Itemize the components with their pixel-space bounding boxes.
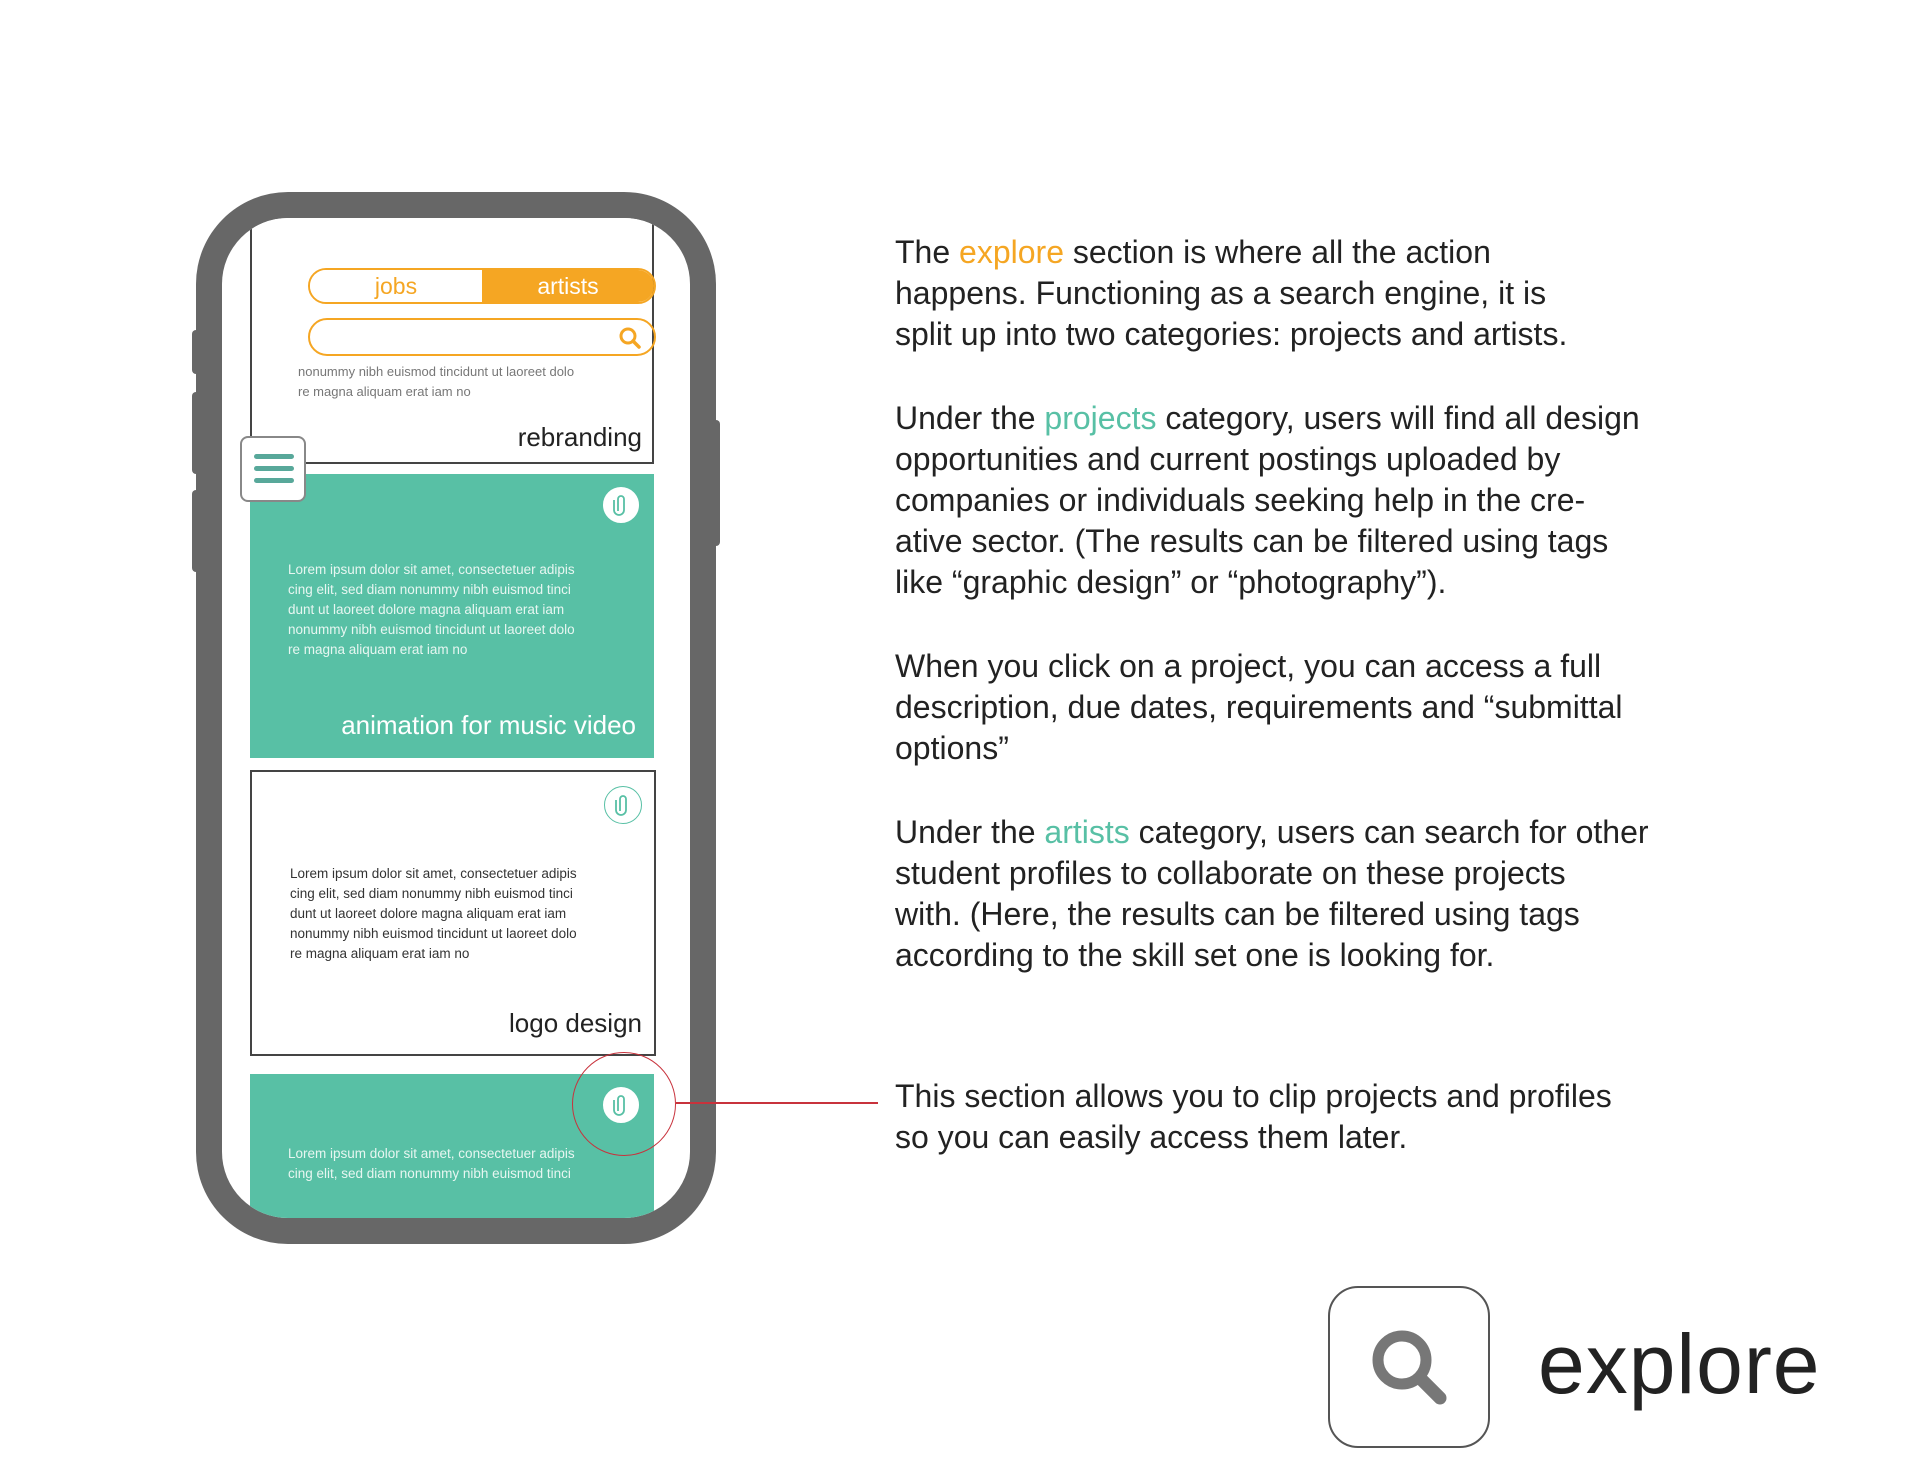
tab-artists[interactable]: artists <box>482 270 654 302</box>
description-paragraph-2 <box>895 398 1640 603</box>
card-text-line: re magna aliquam erat iam no <box>288 642 468 657</box>
card-title: logo design <box>509 1008 642 1038</box>
explore-app-icon <box>1328 1286 1490 1448</box>
paperclip-icon <box>611 493 631 517</box>
tab-jobs[interactable]: jobs <box>310 270 482 302</box>
clip-button[interactable] <box>604 786 642 824</box>
phone-side-button <box>192 490 200 572</box>
text: options” <box>895 730 1009 766</box>
text: like “graphic design” or “photography”). <box>895 564 1447 600</box>
hamburger-menu-icon <box>254 454 294 459</box>
text: ative sector. (The results can be filtered using tags <box>895 523 1609 559</box>
text: section is where all the action <box>1063 234 1491 270</box>
project-card-animation[interactable] <box>250 474 654 758</box>
paperclip-icon <box>613 793 633 817</box>
projects-highlight: projects <box>1044 400 1157 436</box>
text: This section allows you to clip projects and profiles <box>895 1078 1612 1114</box>
card-text-line: nonummy nibh euismod tincidunt ut laoreet dolo <box>290 926 577 941</box>
card-text-line: cing elit, sed diam nonummy nibh euismod tinci <box>288 582 571 597</box>
clip-highlight-circle <box>572 1052 676 1156</box>
card-text-line: Lorem ipsum dolor sit amet, consectetuer adipis <box>290 866 577 881</box>
text: When you click on a project, you can access a full <box>895 648 1602 684</box>
text: happens. Functioning as a search engine, it is <box>895 275 1547 311</box>
description-paragraph-1 <box>895 232 1567 355</box>
card-text-line: Lorem ipsum dolor sit amet, consectetuer adipis <box>288 562 575 577</box>
phone-side-button <box>712 420 720 546</box>
hamburger-menu-icon <box>254 478 294 483</box>
search-input[interactable] <box>308 318 656 356</box>
description-paragraph-5 <box>895 1076 1612 1158</box>
menu-button[interactable] <box>240 436 306 502</box>
card-title: rebranding <box>517 422 642 452</box>
text: opportunities and current postings uploaded by <box>895 441 1561 477</box>
text: with. (Here, the results can be filtered using tags <box>895 896 1580 932</box>
hamburger-menu-icon <box>254 466 294 471</box>
card-text-line: re magna aliquam erat iam no <box>290 946 470 961</box>
text: category, users can search for other <box>1129 814 1649 850</box>
search-icon <box>1368 1326 1454 1412</box>
card-text-line: dunt ut laoreet dolore magna aliquam erat iam <box>290 906 567 921</box>
text: category, users will find all design <box>1156 400 1640 436</box>
phone-side-button <box>192 392 200 474</box>
text: so you can easily access them later. <box>895 1119 1408 1155</box>
search-icon[interactable] <box>618 326 642 350</box>
card-text-line: dunt ut laoreet dolore magna aliquam erat iam <box>288 602 565 617</box>
category-toggle <box>308 268 656 304</box>
search-hint-line-2: re magna aliquam erat iam no <box>298 384 471 399</box>
text: student profiles to collaborate on these projects <box>895 855 1566 891</box>
card-text-line: nonummy nibh euismod tincidunt ut laoreet dolo <box>288 622 575 637</box>
clip-button[interactable] <box>602 486 640 524</box>
search-hint-line-1: nonummy nibh euismod tincidunt ut laoreet dolo <box>298 364 575 379</box>
project-card-rebranding[interactable] <box>250 218 654 464</box>
text: Under the <box>895 814 1045 850</box>
description-paragraph-3 <box>895 646 1623 769</box>
phone-side-button <box>192 330 200 374</box>
explore-highlight: explore <box>959 234 1064 270</box>
description-paragraph-4 <box>895 812 1649 976</box>
section-label: explore <box>1538 1317 1821 1411</box>
text: split up into two categories: projects and artists. <box>895 316 1568 352</box>
card-text-line: cing elit, sed diam nonummy nibh euismod tinci <box>290 886 573 901</box>
card-text-line: Lorem ipsum dolor sit amet, consectetuer adipis <box>288 1146 575 1161</box>
text: companies or individuals seeking help in the cre- <box>895 482 1586 518</box>
card-title: animation for music video <box>341 710 636 740</box>
card-text-line: cing elit, sed diam nonummy nibh euismod tinci <box>288 1166 571 1181</box>
text: according to the skill set one is looking for. <box>895 937 1495 973</box>
text: Under the <box>895 400 1045 436</box>
project-card-logo-design[interactable] <box>250 770 656 1056</box>
text: The <box>895 234 960 270</box>
artists-highlight: artists <box>1044 814 1130 850</box>
text: description, due dates, requirements and “submittal <box>895 689 1623 725</box>
callout-leader-line <box>676 1102 878 1104</box>
